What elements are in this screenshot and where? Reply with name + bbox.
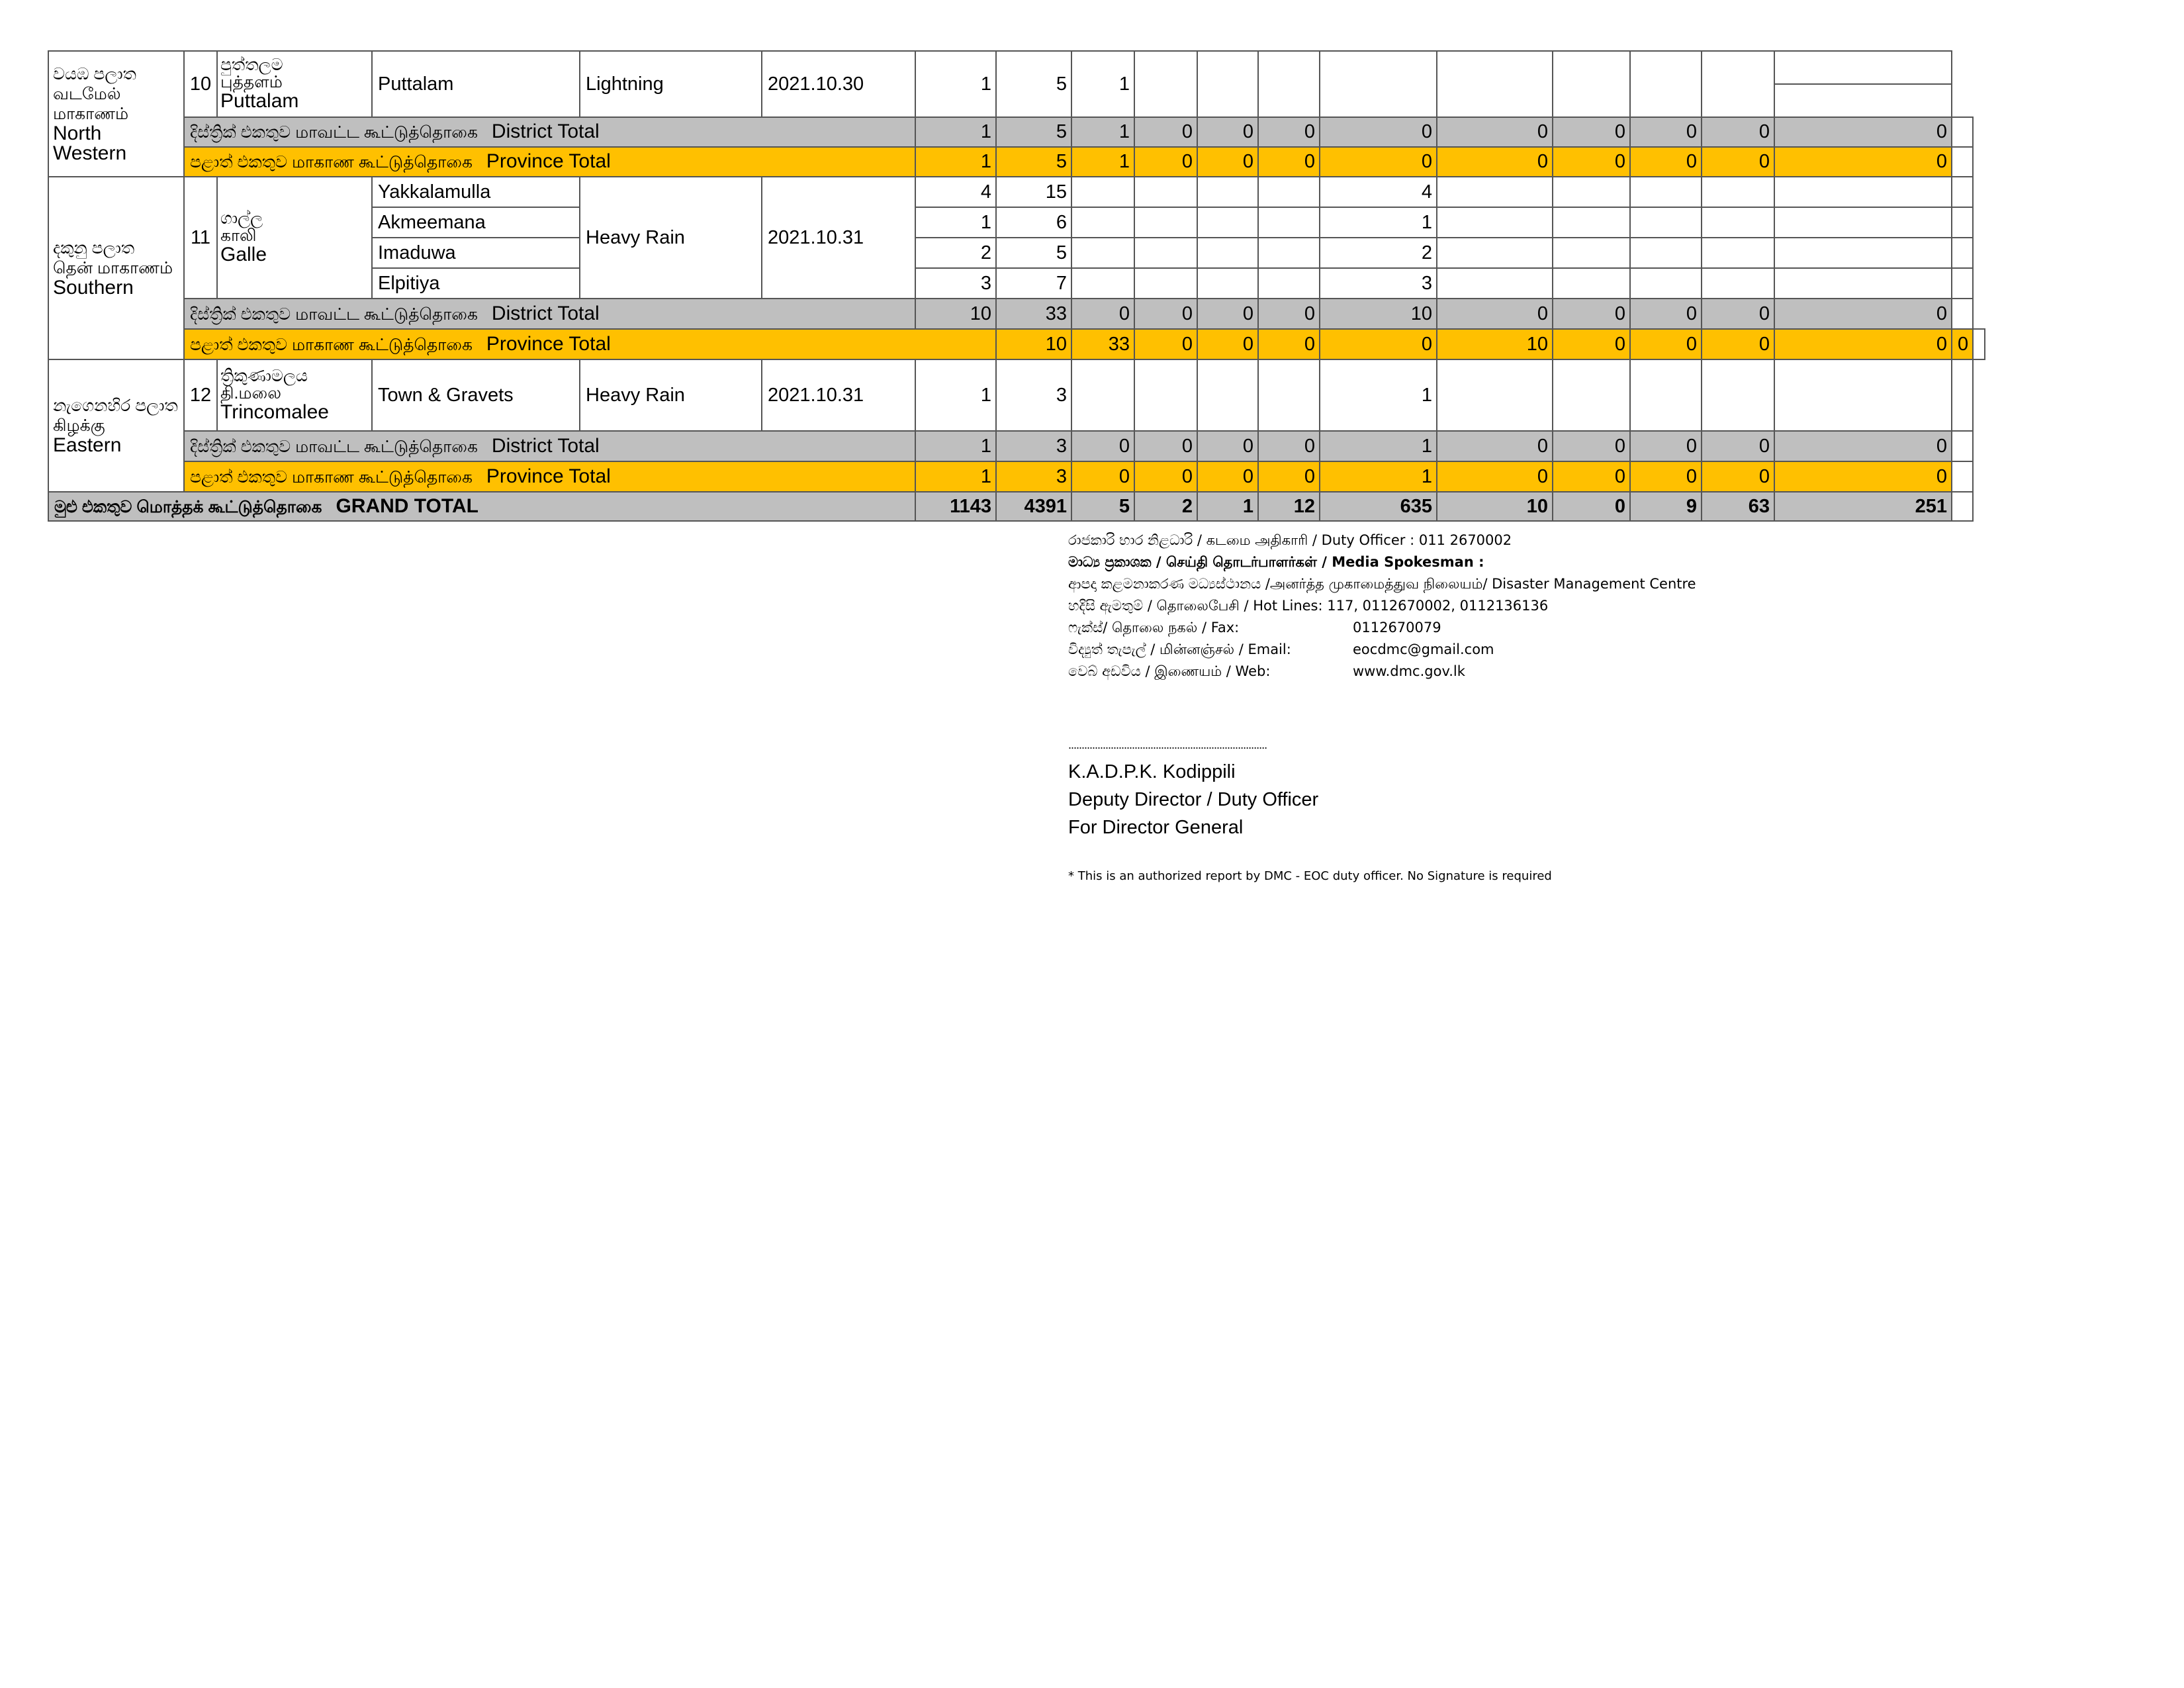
value-cell	[1774, 238, 1952, 268]
value-cell: 5	[996, 51, 1071, 117]
total-cell: 0	[1952, 329, 1973, 359]
total-cell: 0	[1071, 299, 1134, 329]
total-cell: 0	[1553, 117, 1630, 147]
location-cell: Akmeemana	[372, 207, 580, 238]
value-cell	[1702, 238, 1774, 268]
province-cell: වයඹ පලාත வடமேல் மாகாணம் North Western	[48, 51, 184, 177]
value-cell: 3	[915, 268, 996, 299]
province-total-label: පළාත් එකතුව மாகாண கூட்டுத்தொகை Province Total	[184, 329, 996, 359]
hazard-cell: Heavy Rain	[580, 177, 762, 299]
value-cell	[1553, 207, 1630, 238]
value-cell: 5	[996, 238, 1071, 268]
total-cell: 0	[1258, 329, 1320, 359]
value-cell: 4	[1320, 177, 1437, 207]
hazard-cell: Lightning	[580, 51, 762, 117]
total-cell: 0	[1774, 299, 1952, 329]
signatory-for: For Director General	[1068, 817, 1244, 838]
footnote: * This is an authorized report by DMC - EOC duty officer. No Signature is required	[1068, 869, 1552, 883]
total-cell: 0	[1197, 299, 1258, 329]
value-cell: 1	[915, 359, 996, 431]
notes-cell	[1952, 461, 1973, 492]
district-number: 12	[184, 359, 217, 431]
total-cell: 0	[1258, 117, 1320, 147]
location-cell: Town & Gravets	[372, 359, 580, 431]
value-cell: 15	[996, 177, 1071, 207]
total-cell: 0	[1437, 117, 1553, 147]
district-total-label: දිස්ත්‍රික් එකතුව மாவட்ட கூட்டுத்தொகை District Total	[184, 117, 915, 147]
total-cell: 3	[996, 461, 1071, 492]
province-total-row	[48, 461, 1985, 492]
value-cell: 1	[1320, 207, 1437, 238]
value-cell	[1258, 207, 1320, 238]
value-cell	[1197, 207, 1258, 238]
value-cell: 2	[1320, 238, 1437, 268]
value-cell: 1	[1071, 51, 1134, 117]
value-cell	[1071, 238, 1134, 268]
total-cell: 0	[1774, 461, 1952, 492]
notes-cell	[1774, 84, 1952, 117]
value-cell	[1774, 359, 1952, 431]
table-row	[48, 359, 1985, 431]
notes-cell	[1952, 238, 1973, 268]
notes-cell	[1952, 147, 1973, 177]
total-cell: 0	[1437, 431, 1553, 461]
value-cell	[1437, 51, 1553, 117]
total-cell: 0	[1553, 147, 1630, 177]
total-cell: 10	[1437, 329, 1553, 359]
value-cell	[1197, 238, 1258, 268]
total-cell: 0	[1258, 461, 1320, 492]
notes-cell	[1952, 299, 1973, 329]
total-cell: 1	[1071, 117, 1134, 147]
value-cell	[1437, 207, 1553, 238]
web-line: වෙබ් අඩවිය / இணையம் / Web: www.dmc.gov.lk	[1068, 663, 1465, 679]
total-cell: 0	[1630, 299, 1702, 329]
contact-block	[1068, 530, 1696, 682]
total-cell: 0	[1071, 461, 1134, 492]
total-cell: 0	[1630, 329, 1702, 359]
grand-total-cell: 0	[1553, 492, 1630, 521]
total-cell: 0	[1702, 299, 1774, 329]
value-cell	[1774, 177, 1952, 207]
value-cell	[1258, 268, 1320, 299]
total-cell: 0	[1197, 461, 1258, 492]
location-cell: Elpitiya	[372, 268, 580, 299]
total-cell: 0	[1258, 299, 1320, 329]
total-cell: 0	[1071, 431, 1134, 461]
total-cell: 0	[1258, 147, 1320, 177]
value-cell	[1702, 359, 1774, 431]
total-cell: 0	[1437, 461, 1553, 492]
grand-total-label: මුළු එකතුව மொத்தக் கூட்டுத்தொகை GRAND TOTAL	[48, 492, 915, 521]
fax-line: ෆැක්ස්/ தொலை நகல் / Fax: 0112670079	[1068, 620, 1441, 635]
district-number: 10	[184, 51, 217, 117]
value-cell	[1071, 177, 1134, 207]
district-cell: පුත්තලම புத்தளம் Puttalam	[217, 51, 372, 117]
duty-officer-line: රාජකාරි භාර නිළධාරි / கடமை அதிகாரி / Duty Officer : 011 2670002	[1068, 532, 1512, 548]
value-cell	[1630, 238, 1702, 268]
district-cell: ගාල්ල காலி Galle	[217, 177, 372, 299]
total-cell: 0	[1774, 431, 1952, 461]
total-cell: 0	[1553, 329, 1630, 359]
location-cell: Yakkalamulla	[372, 177, 580, 207]
incident-report-table	[48, 50, 1985, 522]
total-cell: 1	[915, 117, 996, 147]
value-cell: 6	[996, 207, 1071, 238]
total-cell: 5	[996, 117, 1071, 147]
notes-cell	[1952, 207, 1973, 238]
total-cell: 0	[1437, 299, 1553, 329]
total-cell: 1	[1071, 147, 1134, 177]
value-cell	[1437, 238, 1553, 268]
signatory-title: Deputy Director / Duty Officer	[1068, 789, 1319, 810]
notes-cell	[1973, 329, 1985, 359]
grand-total-cell: 12	[1258, 492, 1320, 521]
value-cell: 1	[915, 207, 996, 238]
notes-cell	[1952, 492, 1973, 521]
total-cell: 0	[1553, 299, 1630, 329]
total-cell: 0	[1258, 431, 1320, 461]
hazard-cell: Heavy Rain	[580, 359, 762, 431]
notes-cell	[1952, 268, 1973, 299]
district-total-row	[48, 299, 1985, 329]
value-cell	[1197, 51, 1258, 117]
date-cell: 2021.10.31	[762, 177, 915, 299]
location-cell: Imaduwa	[372, 238, 580, 268]
notes-cell	[1952, 117, 1973, 147]
value-cell	[1553, 51, 1630, 117]
district-total-label: දිස්ත්‍රික් එකතුව மாவட்ட கூட்டுத்தொகை District Total	[184, 299, 915, 329]
value-cell	[1437, 177, 1553, 207]
media-spokesman-line: මාධ්‍ය ප්‍රකාශක / செய்தி தொடர்பாளர்கள் / Media Spokesman :	[1068, 554, 1484, 570]
grand-total-cell: 1143	[915, 492, 996, 521]
value-cell	[1630, 177, 1702, 207]
value-cell	[1553, 238, 1630, 268]
value-cell	[1197, 268, 1258, 299]
value-cell	[1774, 207, 1952, 238]
total-cell: 0	[1630, 147, 1702, 177]
total-cell: 0	[1320, 117, 1437, 147]
grand-total-cell: 635	[1320, 492, 1437, 521]
value-cell	[1197, 177, 1258, 207]
total-cell: 0	[1774, 147, 1952, 177]
value-cell	[1702, 177, 1774, 207]
total-cell: 10	[996, 329, 1071, 359]
province-cell: නැගෙනහිර පලාත கிழக்கு Eastern	[48, 359, 184, 492]
province-total-label: පළාත් එකතුව மாகாண கூட்டுத்தொகை Province Total	[184, 461, 915, 492]
value-cell	[1134, 51, 1197, 117]
value-cell	[1134, 268, 1197, 299]
value-cell	[1702, 51, 1774, 117]
total-cell: 10	[1320, 299, 1437, 329]
value-cell: 1	[1320, 359, 1437, 431]
grand-total-cell: 4391	[996, 492, 1071, 521]
total-cell: 0	[1437, 147, 1553, 177]
value-cell	[1630, 268, 1702, 299]
province-cell: දකුනු පලාත தென் மாகாணம் Southern	[48, 177, 184, 359]
email-line: විද්‍යුත් තැපැල් / மின்னஞ்சல் / Email: eocdmc@gmail.com	[1068, 641, 1494, 657]
value-cell	[1258, 238, 1320, 268]
value-cell	[1134, 238, 1197, 268]
centre-line: ආපදා කළමනාකරණ මධ්‍යස්ථානය /அனர்த்த முகாமைத்துவ நிலையம்/ Disaster Management Centre	[1068, 576, 1696, 592]
signatory-name: K.A.D.P.K. Kodippili	[1068, 761, 1236, 782]
email-link[interactable]: eocdmc@gmail.com	[1353, 641, 1494, 657]
total-cell: 3	[996, 431, 1071, 461]
value-cell	[1320, 51, 1437, 117]
value-cell	[1553, 359, 1630, 431]
total-cell: 0	[1134, 431, 1197, 461]
province-total-row	[48, 329, 1985, 359]
value-cell	[1702, 207, 1774, 238]
value-cell	[1258, 177, 1320, 207]
total-cell: 1	[915, 431, 996, 461]
grand-total-cell: 251	[1774, 492, 1952, 521]
total-cell: 0	[1702, 147, 1774, 177]
grand-total-cell: 9	[1630, 492, 1702, 521]
value-cell: 4	[915, 177, 996, 207]
province-total-row	[48, 147, 1985, 177]
district-cell: ත්‍රිකුණාමලය தி.மலை Trincomalee	[217, 359, 372, 431]
signature-block	[1068, 738, 1318, 841]
total-cell: 0	[1134, 329, 1197, 359]
value-cell	[1702, 268, 1774, 299]
total-cell: 33	[996, 299, 1071, 329]
value-cell	[1071, 207, 1134, 238]
value-cell: 1	[915, 51, 996, 117]
notes-cell	[1952, 431, 1973, 461]
date-cell: 2021.10.31	[762, 359, 915, 431]
grand-total-cell: 10	[1437, 492, 1553, 521]
total-cell: 0	[1197, 431, 1258, 461]
total-cell: 0	[1702, 431, 1774, 461]
total-cell: 0	[1702, 117, 1774, 147]
value-cell	[1071, 359, 1134, 431]
district-total-row	[48, 431, 1985, 461]
value-cell	[1630, 359, 1702, 431]
value-cell: 7	[996, 268, 1071, 299]
date-cell: 2021.10.30	[762, 51, 915, 117]
grand-total-row	[48, 492, 1985, 521]
total-cell: 0	[1134, 117, 1197, 147]
total-cell: 1	[1320, 461, 1437, 492]
location-cell: Puttalam	[372, 51, 580, 117]
value-cell	[1134, 207, 1197, 238]
table-row	[48, 177, 1985, 207]
total-cell: 10	[915, 299, 996, 329]
value-cell	[1197, 359, 1258, 431]
total-cell: 1	[915, 461, 996, 492]
grand-total-cell: 63	[1702, 492, 1774, 521]
value-cell	[1437, 268, 1553, 299]
total-cell: 0	[1553, 431, 1630, 461]
district-total-row	[48, 117, 1985, 147]
total-cell: 33	[1071, 329, 1134, 359]
notes-cell	[1774, 51, 1952, 84]
value-cell: 3	[996, 359, 1071, 431]
signature-line: ...........................................................................	[1068, 738, 1267, 751]
value-cell: 3	[1320, 268, 1437, 299]
total-cell: 0	[1774, 329, 1952, 359]
total-cell: 0	[1553, 461, 1630, 492]
total-cell: 0	[1630, 117, 1702, 147]
notes-cell	[1952, 177, 1973, 207]
district-number: 11	[184, 177, 217, 299]
value-cell	[1134, 359, 1197, 431]
value-cell	[1437, 359, 1553, 431]
total-cell: 0	[1197, 329, 1258, 359]
value-cell	[1258, 51, 1320, 117]
value-cell: 2	[915, 238, 996, 268]
value-cell	[1630, 51, 1702, 117]
value-cell	[1134, 177, 1197, 207]
total-cell: 1	[915, 147, 996, 177]
hotline-line: හදිසි ඇමතුම් / தொலைபேசி / Hot Lines: 117, 0112670002, 0112136136	[1068, 598, 1549, 614]
total-cell: 0	[1134, 299, 1197, 329]
total-cell: 0	[1320, 329, 1437, 359]
value-cell	[1553, 177, 1630, 207]
notes-cell	[1952, 359, 1973, 431]
value-cell	[1553, 268, 1630, 299]
grand-total-cell: 1	[1197, 492, 1258, 521]
province-total-label: පළාත් එකතුව மாகாண கூட்டுத்தொகை Province Total	[184, 147, 915, 177]
grand-total-cell: 2	[1134, 492, 1197, 521]
value-cell	[1630, 207, 1702, 238]
total-cell: 0	[1630, 461, 1702, 492]
district-total-label: දිස්ත්‍රික් එකතුව மாவட்ட கூட்டுத்தொகை District Total	[184, 431, 915, 461]
value-cell	[1258, 359, 1320, 431]
value-cell	[1774, 268, 1952, 299]
value-cell	[1071, 268, 1134, 299]
total-cell: 0	[1630, 431, 1702, 461]
total-cell: 0	[1197, 117, 1258, 147]
total-cell: 0	[1134, 147, 1197, 177]
total-cell: 5	[996, 147, 1071, 177]
total-cell: 1	[1320, 431, 1437, 461]
total-cell: 0	[1134, 461, 1197, 492]
table-row	[48, 51, 1985, 84]
total-cell: 0	[1197, 147, 1258, 177]
total-cell: 0	[1320, 147, 1437, 177]
grand-total-cell: 5	[1071, 492, 1134, 521]
total-cell: 0	[1702, 329, 1774, 359]
total-cell: 0	[1702, 461, 1774, 492]
web-link[interactable]: www.dmc.gov.lk	[1353, 663, 1465, 679]
total-cell: 0	[1774, 117, 1952, 147]
